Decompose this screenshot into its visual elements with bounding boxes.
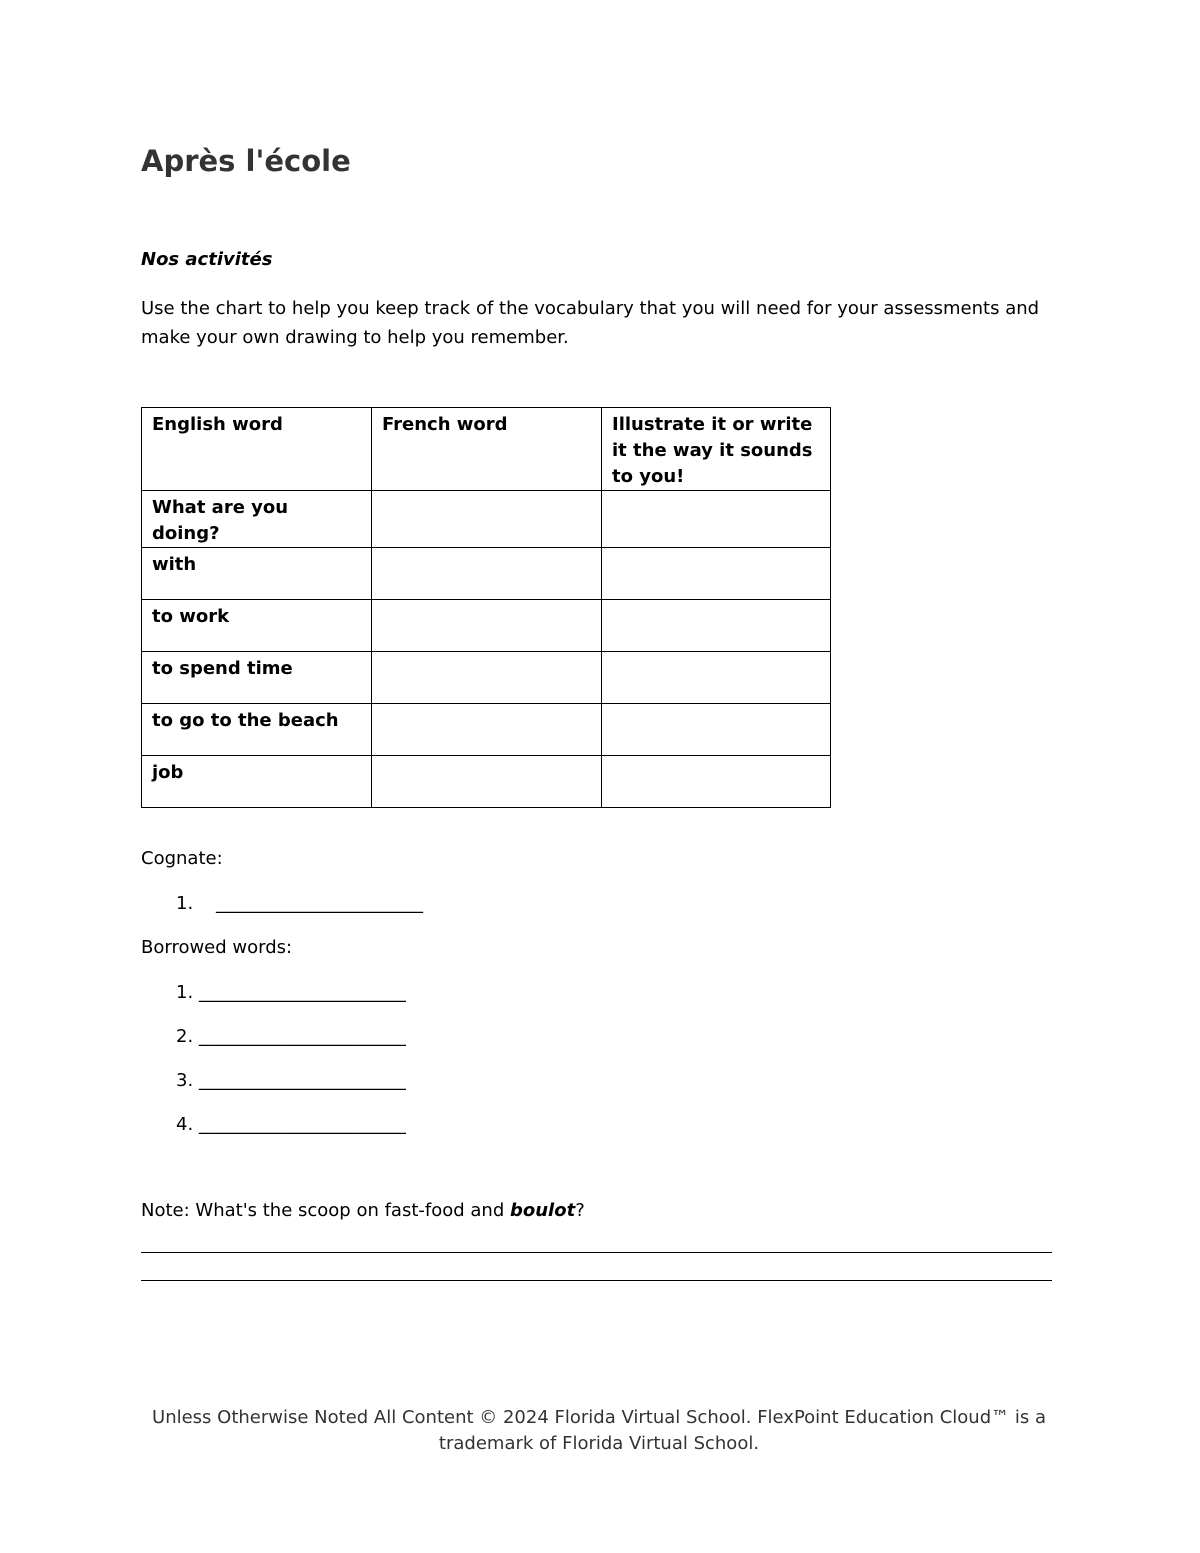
table-row: [142, 491, 831, 548]
cognate-item-1[interactable]: 1. _______________________: [176, 893, 424, 914]
borrowed-item-2[interactable]: 2. _______________________: [176, 1026, 406, 1047]
header-english-word: English word: [142, 408, 372, 491]
french-cell[interactable]: [372, 756, 602, 808]
french-cell[interactable]: [372, 548, 602, 600]
illustration-cell[interactable]: [602, 652, 831, 704]
english-cell: with: [142, 548, 372, 600]
french-cell[interactable]: [372, 652, 602, 704]
answer-line-2[interactable]: [141, 1280, 1052, 1281]
table-row: [142, 756, 831, 808]
english-cell: to go to the beach: [142, 704, 372, 756]
table-row: [142, 652, 831, 704]
illustration-cell[interactable]: [602, 548, 831, 600]
borrowed-item-3[interactable]: 3. _______________________: [176, 1070, 406, 1091]
illustration-cell[interactable]: [602, 600, 831, 652]
english-cell: What are you doing?: [142, 491, 372, 548]
footer-line-1: Unless Otherwise Noted All Content © 2024 Florida Virtual School. FlexPoint Education Cloud™ is a: [152, 1407, 1046, 1428]
note-emphasis: boulot: [509, 1200, 576, 1221]
page-title: Après l'école: [141, 144, 351, 178]
intro-line-2: make your own drawing to help you remember.: [141, 327, 569, 348]
table-row: [142, 600, 831, 652]
english-cell: to spend time: [142, 652, 372, 704]
table-row: [142, 548, 831, 600]
intro-line-1: Use the chart to help you keep track of the vocabulary that you will need for your assessments and: [141, 298, 1040, 319]
header-french-word: French word: [372, 408, 602, 491]
borrowed-item-1[interactable]: 1. _______________________: [176, 982, 406, 1003]
section-subtitle: Nos activités: [141, 249, 273, 270]
illustration-cell[interactable]: [602, 756, 831, 808]
note-paragraph: [141, 1200, 585, 1221]
french-cell[interactable]: [372, 491, 602, 548]
footer-line-2: trademark of Florida Virtual School.: [438, 1433, 760, 1454]
borrowed-words-label: Borrowed words:: [141, 937, 293, 958]
english-cell: to work: [142, 600, 372, 652]
note-prefix: Note: What's the scoop on fast-food and: [141, 1200, 510, 1221]
borrowed-item-4[interactable]: 4. _______________________: [176, 1114, 406, 1135]
illustration-cell[interactable]: [602, 704, 831, 756]
french-cell[interactable]: [372, 600, 602, 652]
cognate-label: Cognate:: [141, 848, 223, 869]
table-header-row: [142, 408, 831, 491]
english-cell: job: [142, 756, 372, 808]
intro-paragraph: [141, 294, 1041, 352]
copyright-footer: [140, 1405, 1058, 1457]
illustration-cell[interactable]: [602, 491, 831, 548]
answer-line-1[interactable]: [141, 1252, 1052, 1253]
french-cell[interactable]: [372, 704, 602, 756]
note-suffix: ?: [575, 1200, 585, 1221]
table-row: [142, 704, 831, 756]
vocabulary-table: [141, 407, 831, 808]
header-illustrate: Illustrate it or write it the way it sounds to you!: [602, 408, 831, 491]
